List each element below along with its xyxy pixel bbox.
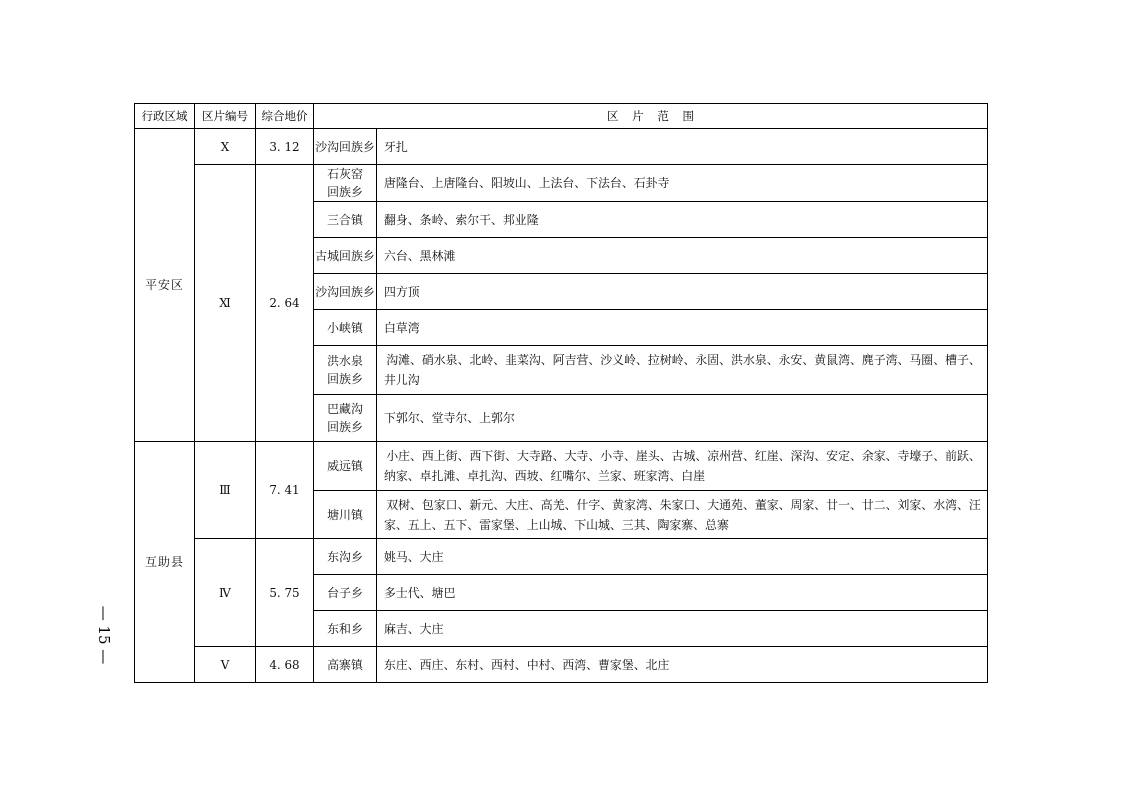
town-cell xyxy=(314,442,377,491)
table-body xyxy=(135,129,988,683)
town-cell xyxy=(314,129,377,165)
table-row xyxy=(135,647,988,683)
town-cell xyxy=(314,165,377,202)
region-cell: 平安区 xyxy=(135,129,195,442)
scope-cell: 六台、黑林滩 xyxy=(377,238,988,274)
scope-cell: 多士代、塘巴 xyxy=(377,575,988,611)
zone-number-cell: Ⅺ xyxy=(195,165,256,442)
town-cell xyxy=(314,310,377,346)
price-cell: 5. 75 xyxy=(256,539,314,647)
town-name: 台子乡 xyxy=(327,585,363,600)
header-zone-number: 区片编号 xyxy=(195,104,256,129)
table-row xyxy=(135,165,988,202)
region-cell: 互助县 xyxy=(135,442,195,683)
town-name: 东沟乡 xyxy=(327,549,363,564)
header-price: 综合地价 xyxy=(256,104,314,129)
town-cell xyxy=(314,202,377,238)
town-cell xyxy=(314,611,377,647)
town-cell xyxy=(314,539,377,575)
scope-cell: 白草湾 xyxy=(377,310,988,346)
scope-cell: 翻身、条岭、索尔干、邦业隆 xyxy=(377,202,988,238)
scope-cell: 双树、包家口、新元、大庄、高羌、什字、黄家湾、朱家口、大通苑、董家、周家、廿一、廿二、刘家、水湾、汪家、五上、五下、雷家堡、上山城、下山城、三其、陶家寨、总寨 xyxy=(377,491,988,539)
price-cell: 7. 41 xyxy=(256,442,314,539)
zone-number-cell: Ⅳ xyxy=(195,539,256,647)
scope-cell: 麻吉、大庄 xyxy=(377,611,988,647)
town-name: 高寨镇 xyxy=(327,657,363,672)
zone-number-cell: Ⅹ xyxy=(195,129,256,165)
town-cell xyxy=(314,238,377,274)
town-cell xyxy=(314,274,377,310)
zone-number-cell: Ⅴ xyxy=(195,647,256,683)
header-region: 行政区域 xyxy=(135,104,195,129)
town-name: 沙沟回族乡 xyxy=(315,284,375,299)
scope-cell: 牙扎 xyxy=(377,129,988,165)
town-name: 小峡镇 xyxy=(327,320,363,335)
town-name: 沙沟回族乡 xyxy=(315,139,375,154)
town-name: 东和乡 xyxy=(327,621,363,636)
table-row xyxy=(135,442,988,491)
town-cell xyxy=(314,575,377,611)
scope-cell: 沟滩、硝水泉、北岭、韭菜沟、阿吉营、沙义岭、拉树岭、永固、洪水泉、永安、黄鼠湾、麂子湾、马圈、槽子、井儿沟 xyxy=(377,346,988,395)
scope-cell: 下郭尔、堂寺尔、上郭尔 xyxy=(377,395,988,442)
land-price-table xyxy=(134,103,988,683)
table-row xyxy=(135,129,988,165)
scope-cell: 东庄、西庄、东村、西村、中村、西湾、曹家堡、北庄 xyxy=(377,647,988,683)
price-cell: 4. 68 xyxy=(256,647,314,683)
town-name: 石灰窑回族乡 xyxy=(327,167,363,199)
town-name: 三合镇 xyxy=(327,212,363,227)
town-cell xyxy=(314,346,377,395)
table-header-row xyxy=(135,104,988,129)
town-name: 洪水泉回族乡 xyxy=(327,354,363,386)
scope-cell: 唐隆台、上唐隆台、阳坡山、上法台、下法台、石卦寺 xyxy=(377,165,988,202)
scope-cell: 小庄、西上街、西下街、大寺路、大寺、小寺、崖头、古城、凉州营、红崖、深沟、安定、余家、寺壕子、前跃、纳家、卓扎滩、卓扎沟、西坡、红嘴尔、兰家、班家湾、白崖 xyxy=(377,442,988,491)
town-name: 古城回族乡 xyxy=(315,248,375,263)
town-cell xyxy=(314,491,377,539)
town-cell xyxy=(314,395,377,442)
scope-cell: 姚马、大庄 xyxy=(377,539,988,575)
town-cell xyxy=(314,647,377,683)
town-name: 巴藏沟回族乡 xyxy=(327,402,363,434)
table-row xyxy=(135,539,988,575)
page-number: — 15 — xyxy=(95,605,113,665)
zone-number-cell: Ⅲ xyxy=(195,442,256,539)
header-scope: 区 片 范 围 xyxy=(314,104,988,129)
town-name: 塘川镇 xyxy=(327,507,363,522)
price-cell: 2. 64 xyxy=(256,165,314,442)
price-cell: 3. 12 xyxy=(256,129,314,165)
town-name: 威远镇 xyxy=(327,459,363,473)
scope-cell: 四方顶 xyxy=(377,274,988,310)
